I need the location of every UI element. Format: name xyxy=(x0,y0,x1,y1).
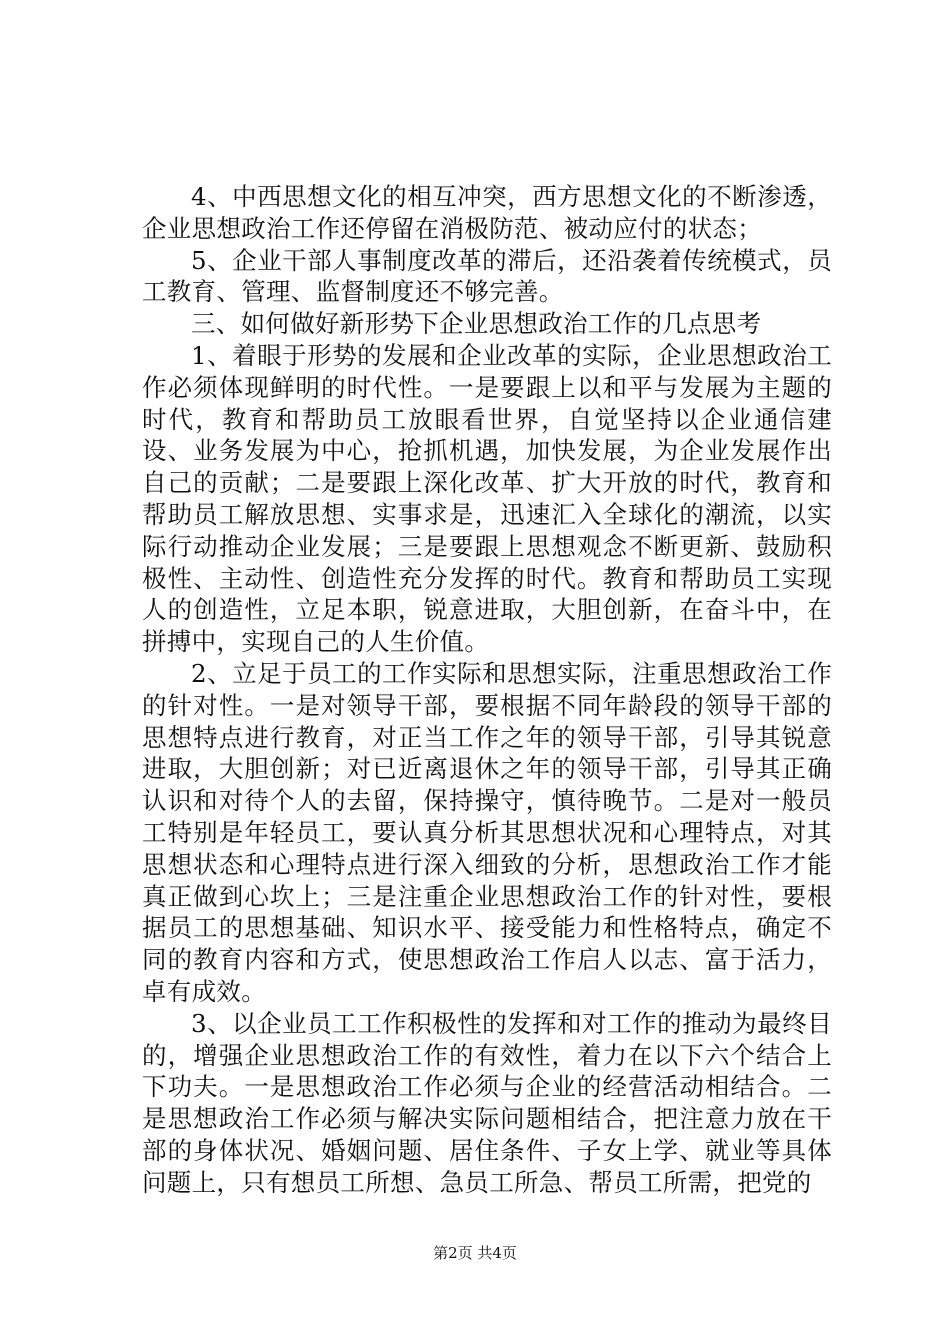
paragraph-item-2: 2、立足于员工的工作实际和思想实际，注重思想政治工作的针对性。一是对领导干部，要根据不同年龄段的领导干部的思想特点进行教育，对正当工作之年的领导干部，引导其锐意进取，大胆创新；对已近离退休之年的领导干部，引导其正确认识和对待个人的去留，保持操守，慎待晚节。二是对一般员工特别是年轻员工，要认真分析其思想状况和心理特点，对其思想状态和心理特点进行深入细致的分析，思想政治工作才能真正做到心坎上；三是注重企业思想政治工作的针对性，要根据员工的思想基础、知识水平、接受能力和性格特点，确定不同的教育内容和方式，使思想政治工作启人以志、富于活力，卓有成效。 xyxy=(142,658,832,1006)
section-heading-three: 三、如何做好新形势下企业思想政治工作的几点思考 xyxy=(191,309,762,339)
paragraph-item-3: 3、以企业员工工作积极性的发挥和对工作的推动为最终目的，增强企业思想政治工作的有效性，着力在以下六个结合上下功夫。一是思想政治工作必须与企业的经营活动相结合。二是思想政治工作必须与解决实际问题相结合，把注意力放在干部的身体状况、婚姻问题、居住条件、子女上学、就业等具体问题上，只有想员工所想、急员工所急、帮员工所需，把党的 xyxy=(142,1008,832,1197)
document-body xyxy=(142,181,832,1199)
page-number-footer: 第2页 共4页 xyxy=(433,1244,517,1262)
paragraph-point-4: 4、中西思想文化的相互冲突，西方思想文化的不断渗透，企业思想政治工作还停留在消极防范、被动应付的状态； xyxy=(142,182,832,243)
paragraph-item-1: 1、着眼于形势的发展和企业改革的实际，企业思想政治工作必须体现鲜明的时代性。一是要跟上以和平与发展为主题的时代，教育和帮助员工放眼看世界，自觉坚持以企业通信建设、业务发展为中心，抢抓机遇，加快发展，为企业发展作出自己的贡献；二是要跟上深化改革、扩大开放的时代，教育和帮助员工解放思想、实事求是，迅速汇入全球化的潮流，以实际行动推动企业发展；三是要跟上思想观念不断更新、鼓励积极性、主动性、创造性充分发挥的时代。教育和帮助员工实现人的创造性，立足本职，锐意进取，大胆创新，在奋斗中，在拼搏中，实现自己的人生价值。 xyxy=(142,340,832,657)
paragraph-point-5: 5、企业干部人事制度改革的滞后，还沿袭着传统模式，员工教育、管理、监督制度还不够完善。 xyxy=(142,245,832,307)
